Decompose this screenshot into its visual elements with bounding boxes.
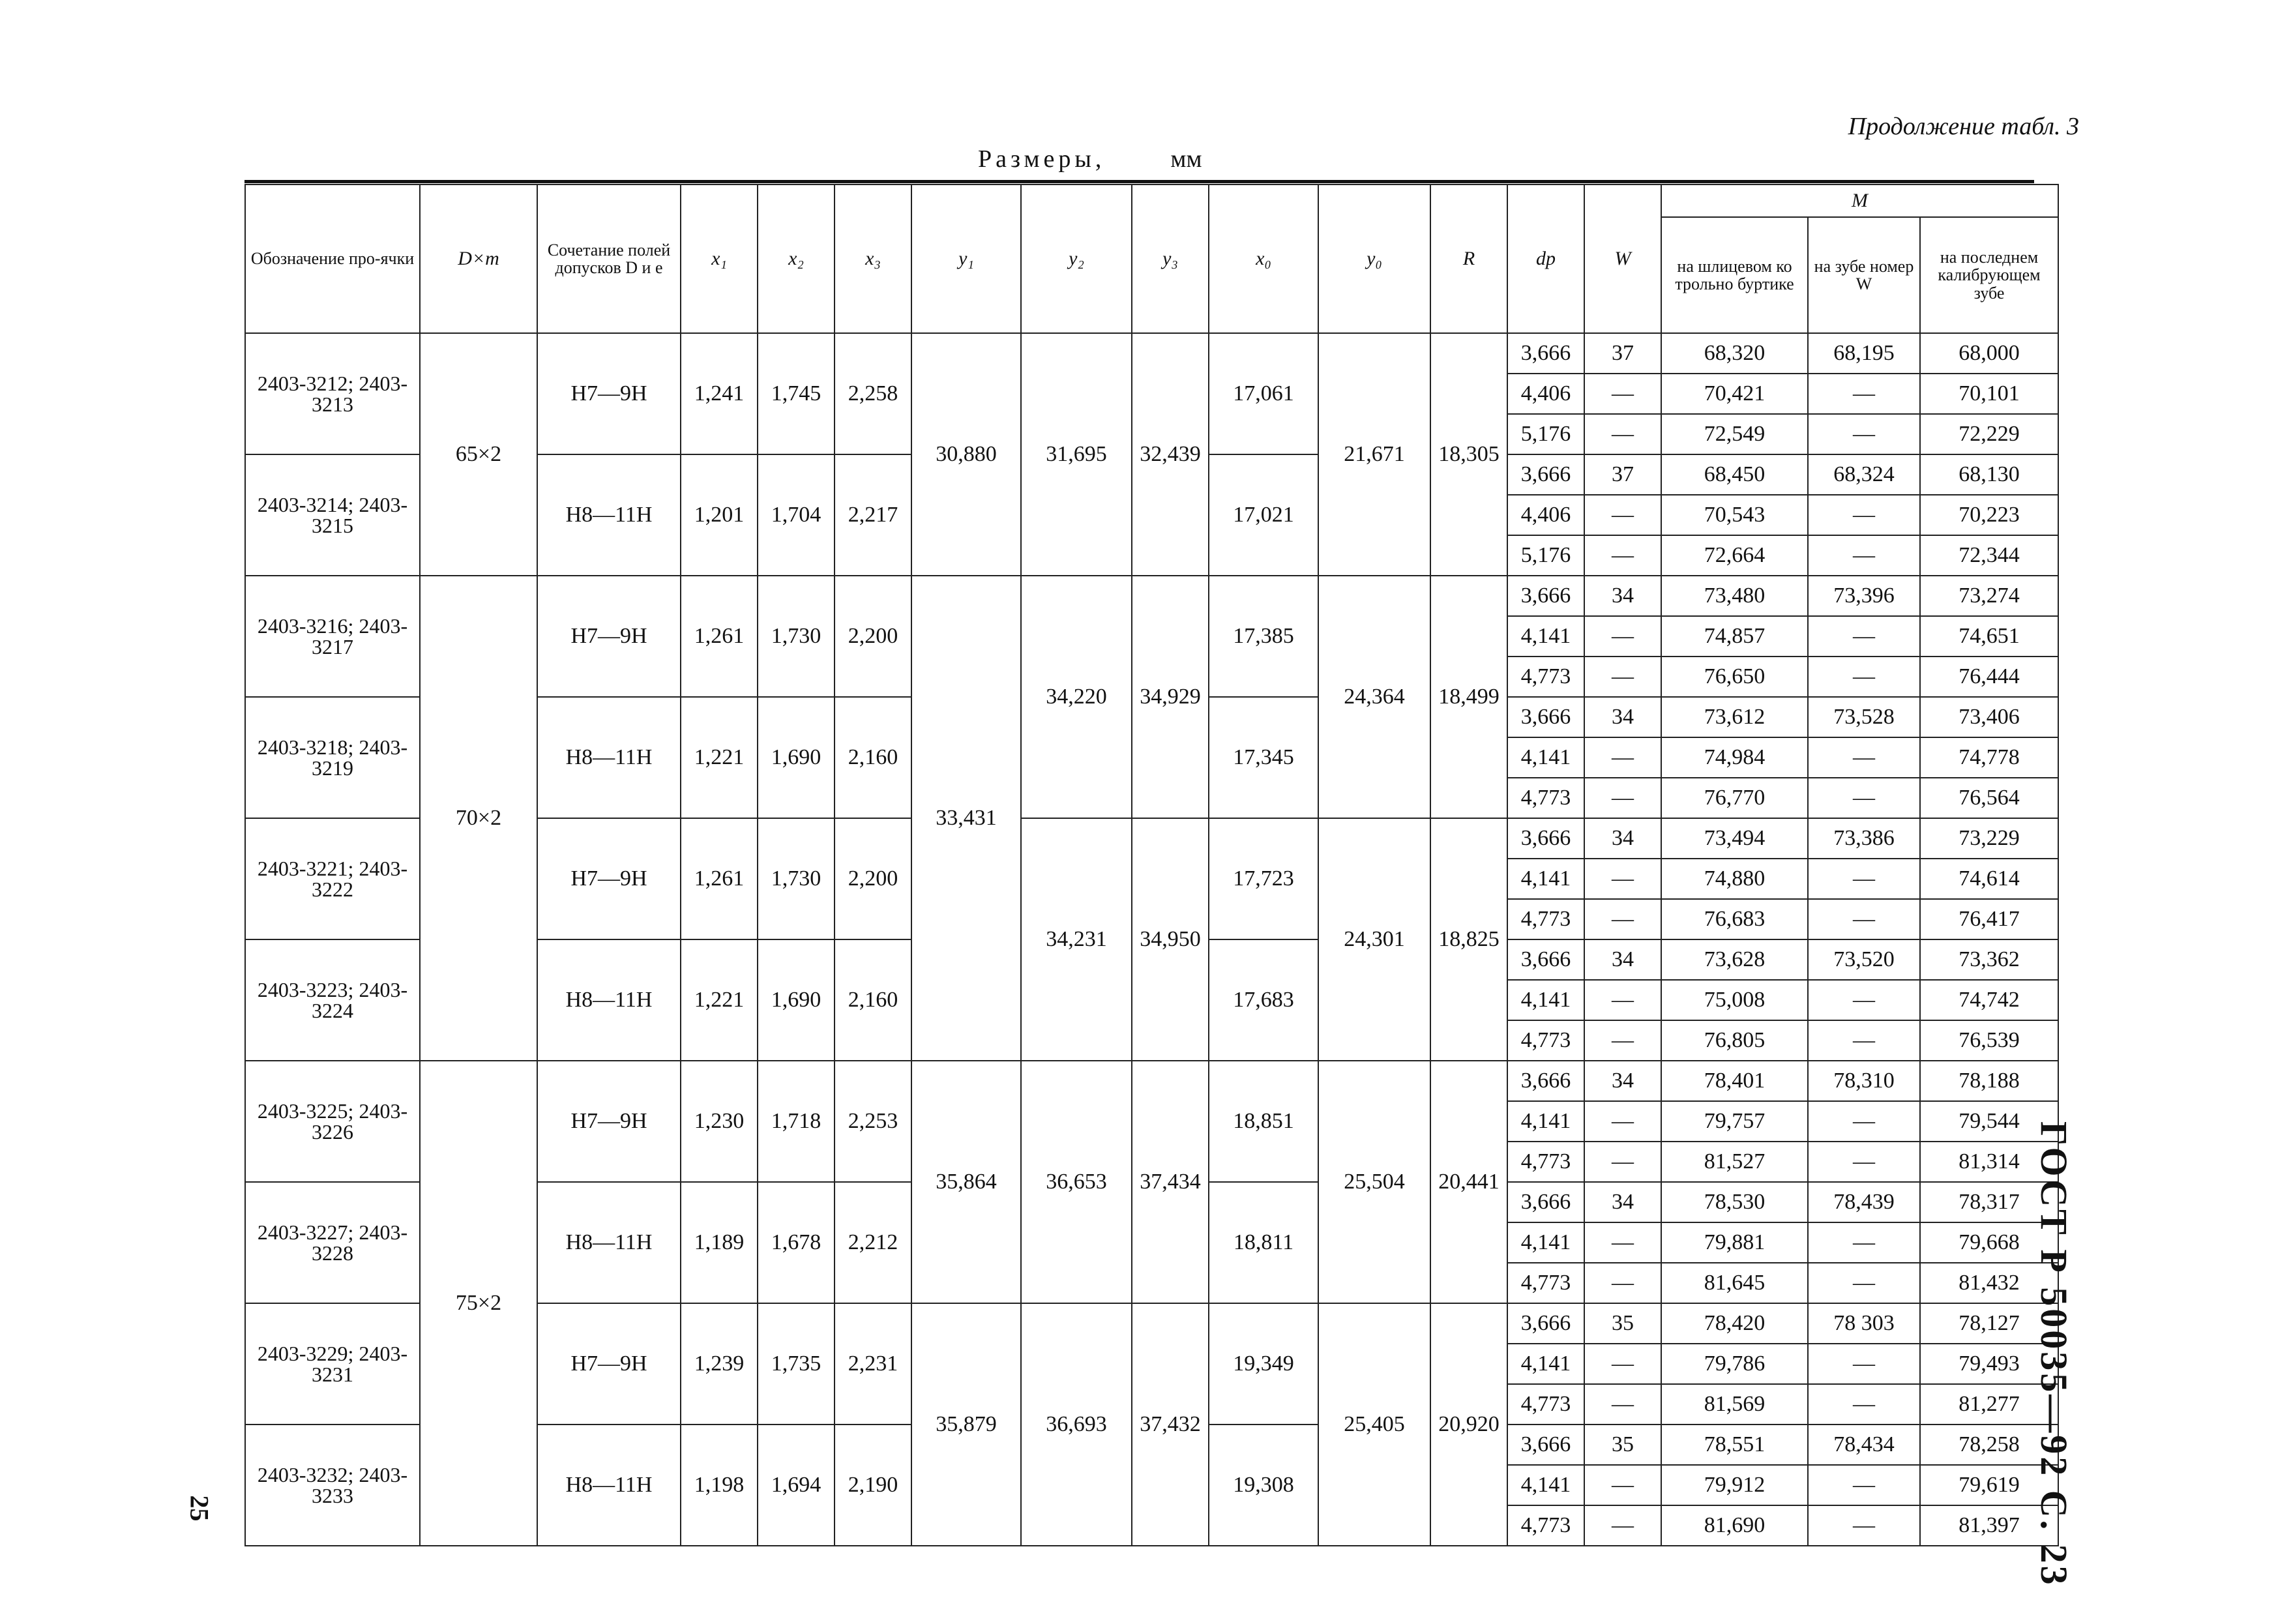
- cell-m-last-tooth: 81,397: [1920, 1505, 2058, 1546]
- cell-m-tooth-w: 68,324: [1808, 454, 1920, 495]
- table-row: [245, 333, 2058, 374]
- cell-dp: 4,773: [1507, 1142, 1584, 1182]
- cell-dp: 5,176: [1507, 414, 1584, 454]
- dimensions-unit: мм: [1170, 145, 1202, 173]
- cell-x2: 1,694: [758, 1425, 835, 1546]
- cell-dp: 3,666: [1507, 1061, 1584, 1101]
- cell-m-last-tooth: 74,778: [1920, 737, 2058, 778]
- cell-w: —: [1584, 616, 1661, 657]
- cell-m-buttress: 72,549: [1661, 414, 1808, 454]
- col-m-tooth-w: на зубе номер W: [1808, 217, 1920, 333]
- cell-x2: 1,718: [758, 1061, 835, 1182]
- cell-dp: 3,666: [1507, 1182, 1584, 1222]
- cell-m-tooth-w: —: [1808, 374, 1920, 414]
- col-w: W: [1584, 185, 1661, 333]
- cell-dp: 3,666: [1507, 939, 1584, 980]
- continuation-label: Продолжение табл. 3: [1848, 113, 2079, 140]
- cell-dp: 4,773: [1507, 1384, 1584, 1425]
- cell-fit: H8—11H: [537, 1425, 681, 1546]
- cell-x1: 1,198: [681, 1425, 758, 1546]
- cell-w: —: [1584, 778, 1661, 818]
- cell-dp: 4,141: [1507, 1465, 1584, 1505]
- cell-y2: 34,220: [1021, 576, 1132, 818]
- cell-m-tooth-w: —: [1808, 1465, 1920, 1505]
- cell-x1: 1,221: [681, 697, 758, 818]
- table-row: [245, 1061, 2058, 1101]
- cell-m-buttress: 74,880: [1661, 859, 1808, 899]
- cell-m-last-tooth: 76,417: [1920, 899, 2058, 939]
- cell-y3: 37,434: [1132, 1061, 1209, 1303]
- cell-r: 20,441: [1430, 1061, 1507, 1303]
- cell-dxm: 65×2: [420, 333, 537, 576]
- cell-m-last-tooth: 73,362: [1920, 939, 2058, 980]
- cell-m-buttress: 76,650: [1661, 657, 1808, 697]
- cell-m-tooth-w: 68,195: [1808, 333, 1920, 374]
- page-number: 25: [185, 1495, 214, 1522]
- cell-y0: 25,504: [1318, 1061, 1430, 1303]
- cell-designation: 2403-3216; 2403-3217: [245, 576, 420, 697]
- cell-dp: 4,141: [1507, 1222, 1584, 1263]
- cell-m-last-tooth: 74,614: [1920, 859, 2058, 899]
- cell-m-buttress: 76,683: [1661, 899, 1808, 939]
- cell-x2: 1,745: [758, 333, 835, 454]
- cell-m-buttress: 79,786: [1661, 1344, 1808, 1384]
- cell-x1: 1,230: [681, 1061, 758, 1182]
- cell-m-last-tooth: 78,127: [1920, 1303, 2058, 1344]
- table-head: [245, 185, 2058, 333]
- cell-x3: 2,160: [835, 939, 911, 1061]
- cell-w: 37: [1584, 333, 1661, 374]
- col-m-last-tooth: на последнем калибрующем зубе: [1920, 217, 2058, 333]
- cell-m-tooth-w: 78,439: [1808, 1182, 1920, 1222]
- cell-m-last-tooth: 78,188: [1920, 1061, 2058, 1101]
- cell-x2: 1,730: [758, 576, 835, 697]
- col-y2: y₂: [1021, 185, 1132, 333]
- cell-y0: 24,364: [1318, 576, 1430, 818]
- cell-dxm: 75×2: [420, 1061, 537, 1546]
- cell-dp: 4,773: [1507, 899, 1584, 939]
- cell-m-tooth-w: —: [1808, 657, 1920, 697]
- cell-x0: 17,345: [1209, 697, 1318, 818]
- cell-dp: 3,666: [1507, 1303, 1584, 1344]
- cell-y2: 34,231: [1021, 818, 1132, 1061]
- cell-m-last-tooth: 81,314: [1920, 1142, 2058, 1182]
- cell-fit: H8—11H: [537, 697, 681, 818]
- cell-w: —: [1584, 1384, 1661, 1425]
- cell-w: 35: [1584, 1425, 1661, 1465]
- cell-fit: H7—9H: [537, 818, 681, 939]
- col-y1: y₁: [911, 185, 1021, 333]
- cell-fit: H7—9H: [537, 333, 681, 454]
- cell-m-buttress: 75,008: [1661, 980, 1808, 1020]
- cell-m-tooth-w: 78,434: [1808, 1425, 1920, 1465]
- cell-x1: 1,239: [681, 1303, 758, 1425]
- cell-m-last-tooth: 78,317: [1920, 1182, 2058, 1222]
- cell-m-tooth-w: —: [1808, 616, 1920, 657]
- table-body: [245, 333, 2058, 1546]
- cell-m-buttress: 70,421: [1661, 374, 1808, 414]
- cell-dp: 5,176: [1507, 535, 1584, 576]
- table-top-rule: [244, 180, 2034, 183]
- cell-x0: 18,851: [1209, 1061, 1318, 1182]
- cell-m-buttress: 72,664: [1661, 535, 1808, 576]
- cell-x0: 17,385: [1209, 576, 1318, 697]
- cell-dp: 4,141: [1507, 1344, 1584, 1384]
- cell-x3: 2,258: [835, 333, 911, 454]
- cell-w: —: [1584, 1020, 1661, 1061]
- cell-dp: 3,666: [1507, 576, 1584, 616]
- spec-table: [244, 184, 2059, 1546]
- cell-designation: 2403-3229; 2403-3231: [245, 1303, 420, 1425]
- cell-x3: 2,212: [835, 1182, 911, 1303]
- cell-w: 35: [1584, 1303, 1661, 1344]
- cell-y2: 36,653: [1021, 1061, 1132, 1303]
- cell-fit: H8—11H: [537, 454, 681, 576]
- cell-m-tooth-w: —: [1808, 1222, 1920, 1263]
- cell-x0: 19,308: [1209, 1425, 1318, 1546]
- cell-m-last-tooth: 79,619: [1920, 1465, 2058, 1505]
- cell-y1: 30,880: [911, 333, 1021, 576]
- cell-m-tooth-w: 73,528: [1808, 697, 1920, 737]
- cell-m-buttress: 68,450: [1661, 454, 1808, 495]
- cell-fit: H7—9H: [537, 576, 681, 697]
- cell-m-buttress: 79,881: [1661, 1222, 1808, 1263]
- cell-m-buttress: 78,420: [1661, 1303, 1808, 1344]
- cell-m-last-tooth: 76,539: [1920, 1020, 2058, 1061]
- cell-y0: 25,405: [1318, 1303, 1430, 1546]
- cell-m-tooth-w: —: [1808, 899, 1920, 939]
- cell-dp: 4,141: [1507, 616, 1584, 657]
- cell-m-last-tooth: 70,223: [1920, 495, 2058, 535]
- cell-r: 20,920: [1430, 1303, 1507, 1546]
- col-x0: x₀: [1209, 185, 1318, 333]
- cell-x2: 1,678: [758, 1182, 835, 1303]
- cell-m-tooth-w: —: [1808, 414, 1920, 454]
- cell-fit: H8—11H: [537, 1182, 681, 1303]
- cell-m-last-tooth: 79,668: [1920, 1222, 2058, 1263]
- dimensions-title: Размеры,: [978, 145, 1106, 173]
- cell-fit: H7—9H: [537, 1061, 681, 1182]
- cell-m-tooth-w: —: [1808, 1263, 1920, 1303]
- cell-w: —: [1584, 374, 1661, 414]
- cell-dp: 4,141: [1507, 859, 1584, 899]
- cell-m-tooth-w: —: [1808, 737, 1920, 778]
- cell-x1: 1,261: [681, 818, 758, 939]
- cell-dp: 3,666: [1507, 454, 1584, 495]
- cell-m-buttress: 78,530: [1661, 1182, 1808, 1222]
- cell-m-buttress: 81,569: [1661, 1384, 1808, 1425]
- cell-fit: H7—9H: [537, 1303, 681, 1425]
- cell-x0: 18,811: [1209, 1182, 1318, 1303]
- cell-m-tooth-w: —: [1808, 1384, 1920, 1425]
- cell-m-buttress: 68,320: [1661, 333, 1808, 374]
- cell-x1: 1,241: [681, 333, 758, 454]
- cell-x0: 17,683: [1209, 939, 1318, 1061]
- cell-m-tooth-w: —: [1808, 980, 1920, 1020]
- cell-designation: 2403-3223; 2403-3224: [245, 939, 420, 1061]
- cell-w: —: [1584, 859, 1661, 899]
- cell-m-buttress: 74,857: [1661, 616, 1808, 657]
- cell-m-buttress: 78,551: [1661, 1425, 1808, 1465]
- cell-dp: 3,666: [1507, 333, 1584, 374]
- gost-standard-label: ГОСТ Р 50035—92 С. 23: [2033, 1121, 2075, 1587]
- cell-w: —: [1584, 414, 1661, 454]
- col-m-buttress: на шлицевом ко трольно буртике: [1661, 217, 1808, 333]
- cell-designation: 2403-3218; 2403-3219: [245, 697, 420, 818]
- cell-m-buttress: 76,805: [1661, 1020, 1808, 1061]
- col-y0: y₀: [1318, 185, 1430, 333]
- cell-m-last-tooth: 73,274: [1920, 576, 2058, 616]
- cell-designation: 2403-3232; 2403-3233: [245, 1425, 420, 1546]
- col-x1: x₁: [681, 185, 758, 333]
- cell-m-last-tooth: 73,406: [1920, 697, 2058, 737]
- col-designation: Обозначение про-ячки: [245, 185, 420, 333]
- cell-m-buttress: 74,984: [1661, 737, 1808, 778]
- cell-w: —: [1584, 899, 1661, 939]
- cell-x2: 1,690: [758, 939, 835, 1061]
- cell-w: —: [1584, 980, 1661, 1020]
- cell-x3: 2,200: [835, 576, 911, 697]
- cell-x3: 2,190: [835, 1425, 911, 1546]
- cell-w: —: [1584, 737, 1661, 778]
- cell-w: 34: [1584, 1182, 1661, 1222]
- cell-x2: 1,730: [758, 818, 835, 939]
- cell-dp: 3,666: [1507, 697, 1584, 737]
- cell-m-tooth-w: —: [1808, 859, 1920, 899]
- dimensions-caption: [978, 145, 1202, 173]
- cell-w: —: [1584, 1101, 1661, 1142]
- col-dxm: D×m: [420, 185, 537, 333]
- cell-m-last-tooth: 81,277: [1920, 1384, 2058, 1425]
- cell-m-tooth-w: 73,386: [1808, 818, 1920, 859]
- cell-dp: 3,666: [1507, 1425, 1584, 1465]
- cell-m-last-tooth: 73,229: [1920, 818, 2058, 859]
- cell-y3: 34,929: [1132, 576, 1209, 818]
- col-dp: dp: [1507, 185, 1584, 333]
- cell-m-buttress: 81,645: [1661, 1263, 1808, 1303]
- cell-m-tooth-w: —: [1808, 1020, 1920, 1061]
- cell-y1: 35,879: [911, 1303, 1021, 1546]
- cell-x1: 1,189: [681, 1182, 758, 1303]
- cell-m-buttress: 81,690: [1661, 1505, 1808, 1546]
- cell-dp: 4,773: [1507, 1020, 1584, 1061]
- cell-m-buttress: 73,612: [1661, 697, 1808, 737]
- cell-x0: 17,021: [1209, 454, 1318, 576]
- cell-w: 34: [1584, 697, 1661, 737]
- cell-m-last-tooth: 68,130: [1920, 454, 2058, 495]
- cell-m-tooth-w: —: [1808, 1101, 1920, 1142]
- cell-m-buttress: 79,757: [1661, 1101, 1808, 1142]
- cell-w: —: [1584, 1505, 1661, 1546]
- cell-x1: 1,261: [681, 576, 758, 697]
- cell-m-buttress: 78,401: [1661, 1061, 1808, 1101]
- cell-m-last-tooth: 79,493: [1920, 1344, 2058, 1384]
- cell-dp: 4,773: [1507, 778, 1584, 818]
- cell-designation: 2403-3214; 2403-3215: [245, 454, 420, 576]
- col-m-group: M: [1661, 185, 2058, 217]
- cell-x2: 1,690: [758, 697, 835, 818]
- cell-fit: H8—11H: [537, 939, 681, 1061]
- cell-m-tooth-w: 78 303: [1808, 1303, 1920, 1344]
- cell-m-tooth-w: —: [1808, 1344, 1920, 1384]
- cell-m-last-tooth: 78,258: [1920, 1425, 2058, 1465]
- cell-x3: 2,160: [835, 697, 911, 818]
- cell-m-last-tooth: 76,444: [1920, 657, 2058, 697]
- cell-dxm: 70×2: [420, 576, 537, 1061]
- cell-m-last-tooth: 72,344: [1920, 535, 2058, 576]
- cell-m-last-tooth: 76,564: [1920, 778, 2058, 818]
- cell-x3: 2,217: [835, 454, 911, 576]
- cell-r: 18,499: [1430, 576, 1507, 818]
- cell-designation: 2403-3227; 2403-3228: [245, 1182, 420, 1303]
- cell-w: —: [1584, 657, 1661, 697]
- cell-m-tooth-w: —: [1808, 495, 1920, 535]
- cell-y2: 36,693: [1021, 1303, 1132, 1546]
- cell-m-buttress: 76,770: [1661, 778, 1808, 818]
- cell-m-buttress: 73,628: [1661, 939, 1808, 980]
- cell-m-buttress: 70,543: [1661, 495, 1808, 535]
- cell-m-last-tooth: 70,101: [1920, 374, 2058, 414]
- cell-w: 34: [1584, 818, 1661, 859]
- cell-y3: 34,950: [1132, 818, 1209, 1061]
- cell-m-last-tooth: 81,432: [1920, 1263, 2058, 1303]
- cell-w: 34: [1584, 1061, 1661, 1101]
- cell-w: —: [1584, 1222, 1661, 1263]
- cell-w: 37: [1584, 454, 1661, 495]
- cell-m-tooth-w: —: [1808, 1505, 1920, 1546]
- cell-m-last-tooth: 68,000: [1920, 333, 2058, 374]
- cell-y0: 24,301: [1318, 818, 1430, 1061]
- cell-w: —: [1584, 535, 1661, 576]
- col-r: R: [1430, 185, 1507, 333]
- cell-w: —: [1584, 1142, 1661, 1182]
- cell-x3: 2,200: [835, 818, 911, 939]
- cell-dp: 4,406: [1507, 495, 1584, 535]
- cell-x3: 2,231: [835, 1303, 911, 1425]
- cell-m-last-tooth: 74,651: [1920, 616, 2058, 657]
- cell-m-tooth-w: 73,396: [1808, 576, 1920, 616]
- cell-x0: 17,061: [1209, 333, 1318, 454]
- cell-m-buttress: 73,480: [1661, 576, 1808, 616]
- col-x2: x₂: [758, 185, 835, 333]
- cell-w: —: [1584, 1344, 1661, 1384]
- col-y3: y₃: [1132, 185, 1209, 333]
- cell-y1: 33,431: [911, 576, 1021, 1061]
- cell-dp: 4,141: [1507, 980, 1584, 1020]
- cell-m-last-tooth: 72,229: [1920, 414, 2058, 454]
- cell-m-tooth-w: —: [1808, 778, 1920, 818]
- cell-m-tooth-w: —: [1808, 535, 1920, 576]
- cell-m-tooth-w: —: [1808, 1142, 1920, 1182]
- table-row: [245, 576, 2058, 616]
- cell-designation: 2403-3212; 2403-3213: [245, 333, 420, 454]
- cell-designation: 2403-3225; 2403-3226: [245, 1061, 420, 1182]
- cell-m-tooth-w: 78,310: [1808, 1061, 1920, 1101]
- cell-dp: 4,141: [1507, 1101, 1584, 1142]
- cell-y3: 32,439: [1132, 333, 1209, 576]
- cell-dp: 4,141: [1507, 737, 1584, 778]
- cell-x0: 19,349: [1209, 1303, 1318, 1425]
- col-fit: Сочетание полей допусков D и e: [537, 185, 681, 333]
- cell-w: —: [1584, 1263, 1661, 1303]
- cell-designation: 2403-3221; 2403-3222: [245, 818, 420, 939]
- cell-y1: 35,864: [911, 1061, 1021, 1303]
- cell-w: —: [1584, 495, 1661, 535]
- cell-w: 34: [1584, 939, 1661, 980]
- cell-dp: 4,773: [1507, 1263, 1584, 1303]
- cell-y0: 21,671: [1318, 333, 1430, 576]
- cell-m-buttress: 81,527: [1661, 1142, 1808, 1182]
- cell-x2: 1,735: [758, 1303, 835, 1425]
- cell-m-buttress: 73,494: [1661, 818, 1808, 859]
- cell-dp: 4,773: [1507, 1505, 1584, 1546]
- cell-r: 18,825: [1430, 818, 1507, 1061]
- cell-dp: 3,666: [1507, 818, 1584, 859]
- cell-dp: 4,406: [1507, 374, 1584, 414]
- cell-w: —: [1584, 1465, 1661, 1505]
- cell-dp: 4,773: [1507, 657, 1584, 697]
- cell-m-last-tooth: 74,742: [1920, 980, 2058, 1020]
- cell-w: 34: [1584, 576, 1661, 616]
- cell-x1: 1,201: [681, 454, 758, 576]
- cell-x3: 2,253: [835, 1061, 911, 1182]
- cell-x1: 1,221: [681, 939, 758, 1061]
- cell-m-tooth-w: 73,520: [1808, 939, 1920, 980]
- cell-m-buttress: 79,912: [1661, 1465, 1808, 1505]
- cell-x0: 17,723: [1209, 818, 1318, 939]
- cell-x2: 1,704: [758, 454, 835, 576]
- col-x3: x₃: [835, 185, 911, 333]
- cell-y3: 37,432: [1132, 1303, 1209, 1546]
- cell-r: 18,305: [1430, 333, 1507, 576]
- cell-m-last-tooth: 79,544: [1920, 1101, 2058, 1142]
- cell-y2: 31,695: [1021, 333, 1132, 576]
